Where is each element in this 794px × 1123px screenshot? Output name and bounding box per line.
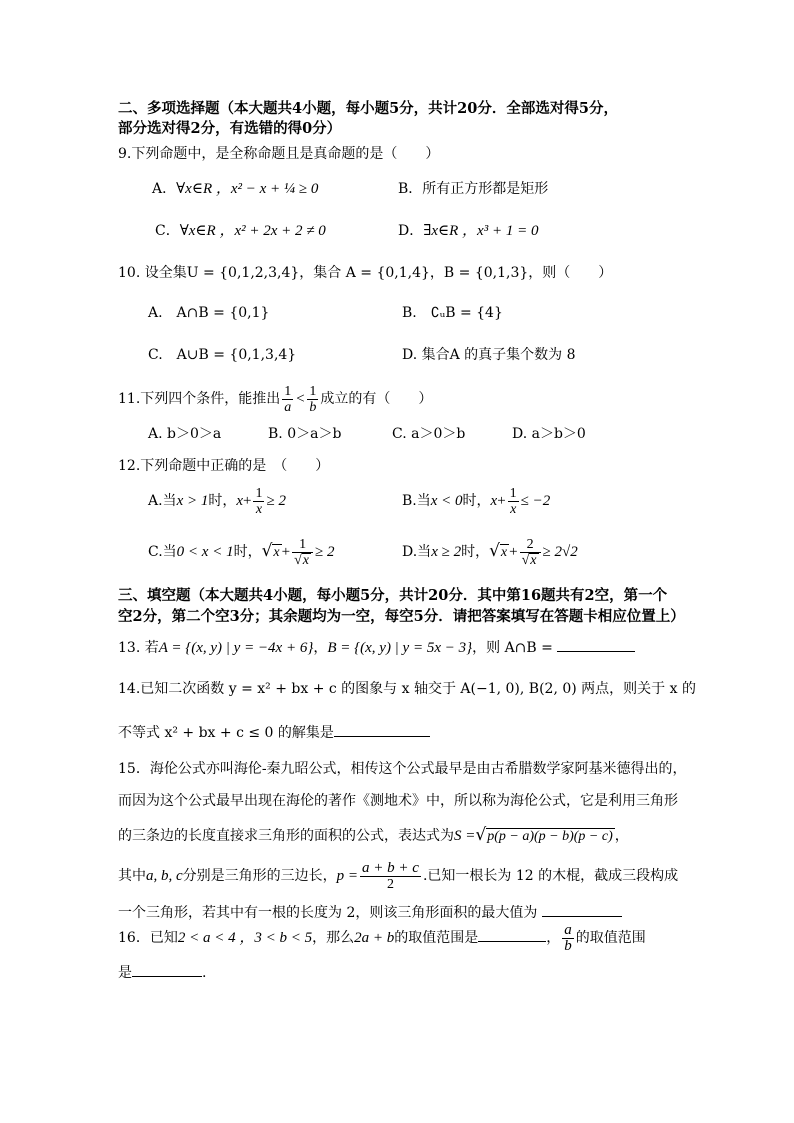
q9-option-a-expr: ∀x∈R ，x² − x + ¼ ≥ 0 bbox=[176, 181, 319, 197]
q12-option-a: A.当x > 1时，x+ $\frac{1}{x}$ ≥ 2 bbox=[148, 485, 286, 517]
section2-heading-line1: 二、多项选择题（本大题共4小题，每小题5分，共计20分．全部选对得5分， bbox=[118, 100, 618, 117]
q9-option-d: D．∃x∈R ，x³ + 1 = 0 bbox=[398, 223, 539, 239]
q11-stem: 11.下列四个条件，能推出 $\frac{1}{a}$ < $\frac{1}{b}$ 成立的有（ ） bbox=[118, 383, 433, 415]
q10-option-d: D. 集合A 的真子集个数为 8 bbox=[402, 347, 576, 363]
q16-answer-blank-1[interactable] bbox=[478, 927, 546, 942]
q11-option-b: B. 0＞a＞b bbox=[268, 426, 342, 442]
q16-answer-blank-2[interactable] bbox=[132, 962, 202, 977]
q12-option-b: B.当x < 0时，x+ $\frac{1}{x}$ ≤ −2 bbox=[402, 485, 551, 517]
section3-heading-line1: 三、填空题（本大题共4小题，每小题5分，共计20分．其中第16题共有2空，第一个 bbox=[118, 587, 668, 604]
q10-option-c: C. A∪B = {0,1,3,4} bbox=[148, 347, 297, 363]
q11-option-c: C. a＞0＞b bbox=[392, 426, 466, 442]
q15-line4: 其中a, b, c分别是三角形的三边长，p = $\frac{a + b + c}{2}$ .已知一根长为 12 的木棍，截成三段构成 bbox=[118, 859, 679, 892]
q12-option-d: D.当x ≥ 2时，√x + $\frac{2}{√x}$ ≥ 2√2 bbox=[402, 536, 578, 568]
q16-line2: 是 . bbox=[118, 962, 206, 982]
q13-answer-blank[interactable] bbox=[557, 637, 635, 652]
section3-heading-line2: 空2分，第二个空3分；其余题均为一空，每空5分．请把答案填写在答题卡相应位置上） bbox=[118, 608, 685, 625]
q11-frac-1-over-a: $\frac{1}{a}$ bbox=[284, 383, 292, 415]
q15-line5: 一个三角形，若其中有一根的长度为 2，则该三角形面积的最大值为 bbox=[118, 902, 622, 922]
q12-a-frac-1-over-x: $\frac{1}{x}$ bbox=[255, 485, 263, 517]
q11-option-a: A. b＞0＞a bbox=[148, 426, 222, 442]
q15-line3: 的三条边的长度直接求三角形的面积的公式，表达式为S =√p(p − a)(p − b)(p − c) ， bbox=[118, 825, 629, 845]
section2-heading-line2: 部分选对得2分，有选错的得0分） bbox=[118, 120, 342, 137]
q11-frac-1-over-b: $\frac{1}{b}$ bbox=[309, 383, 317, 415]
q10-option-a: A. A∩B = {0,1} bbox=[148, 305, 270, 321]
q15-heron-radicand: p(p − a)(p − b)(p − c) bbox=[487, 829, 613, 844]
q12-c-frac-1-over-sqrtx: $\frac{1}{√x}$ bbox=[292, 537, 313, 568]
q10-stem: 10. 设全集U = {0,1,2,3,4}，集合 A = {0,1,4}，B = {0,1,3}，则（ ） bbox=[118, 265, 613, 281]
q16-frac-a-over-b: $\frac{a}{b}$ bbox=[564, 921, 572, 954]
q14-line2: 不等式 x² + bx + c ≤ 0 的解集是 bbox=[118, 722, 430, 742]
q12-option-c: C.当0 < x < 1时，√x + $\frac{1}{√x}$ ≥ 2 bbox=[148, 536, 335, 568]
q9-stem: 9.下列命题中，是全称命题且是真命题的是（ ） bbox=[118, 146, 440, 162]
q12-d-frac-2-over-sqrtx: $\frac{2}{√x}$ bbox=[520, 537, 541, 568]
q15-answer-blank[interactable] bbox=[542, 902, 622, 917]
q12-b-frac-1-over-x: $\frac{1}{x}$ bbox=[509, 485, 517, 517]
q9-option-c-expr: ∀x∈R ，x² + 2x + 2 ≠ 0 bbox=[179, 223, 326, 239]
q9-option-c: C．∀x∈R ，x² + 2x + 2 ≠ 0 bbox=[155, 223, 326, 239]
q13: 13. 若A = {(x, y) | y = −4x + 6}，B = {(x, y) | y = 5x − 3}，则 A∩B = bbox=[118, 634, 635, 662]
q16-line1: 16．已知2 < a < 4 ，3 < b < 5，那么2a + b的取值范围是 ， $\frac{a}{b}$ 的取值范围 bbox=[118, 921, 646, 954]
q9-option-a: A．∀x∈R ，x² − x + ¼ ≥ 0 bbox=[152, 181, 319, 197]
q15-line2: 而因为这个公式最早出现在海伦的著作《测地术》中，所以称为海伦公式，它是利用三角形 bbox=[118, 793, 678, 809]
q14-answer-blank[interactable] bbox=[334, 722, 430, 737]
q12-stem: 12.下列命题中正确的是 （ ） bbox=[118, 458, 330, 474]
q14-line1: 14.已知二次函数 y = x² + bx + c 的图象与 x 轴交于 A(−1, 0), B(2, 0) 两点，则关于 x 的 bbox=[118, 681, 696, 697]
q13-set-a: A = {(x, y) | y = −4x + 6} bbox=[158, 640, 314, 656]
q10-option-b: B. ∁ᵤB = {4} bbox=[402, 305, 503, 321]
q9-option-d-expr: ∃x∈R ，x³ + 1 = 0 bbox=[423, 223, 539, 239]
q9-option-b: B．所有正方形都是矩形 bbox=[398, 181, 549, 197]
q15-line1: 15．海伦公式亦叫海伦-秦九昭公式，相传这个公式最早是由古希腊数学家阿基米德得出的， bbox=[118, 761, 687, 777]
q13-set-b: B = {(x, y) | y = 5x − 3} bbox=[327, 640, 473, 656]
q11-option-d: D. a＞b＞0 bbox=[512, 426, 586, 442]
q15-semi-perimeter-frac: $\frac{a + b + c}{2}$ bbox=[362, 859, 419, 892]
